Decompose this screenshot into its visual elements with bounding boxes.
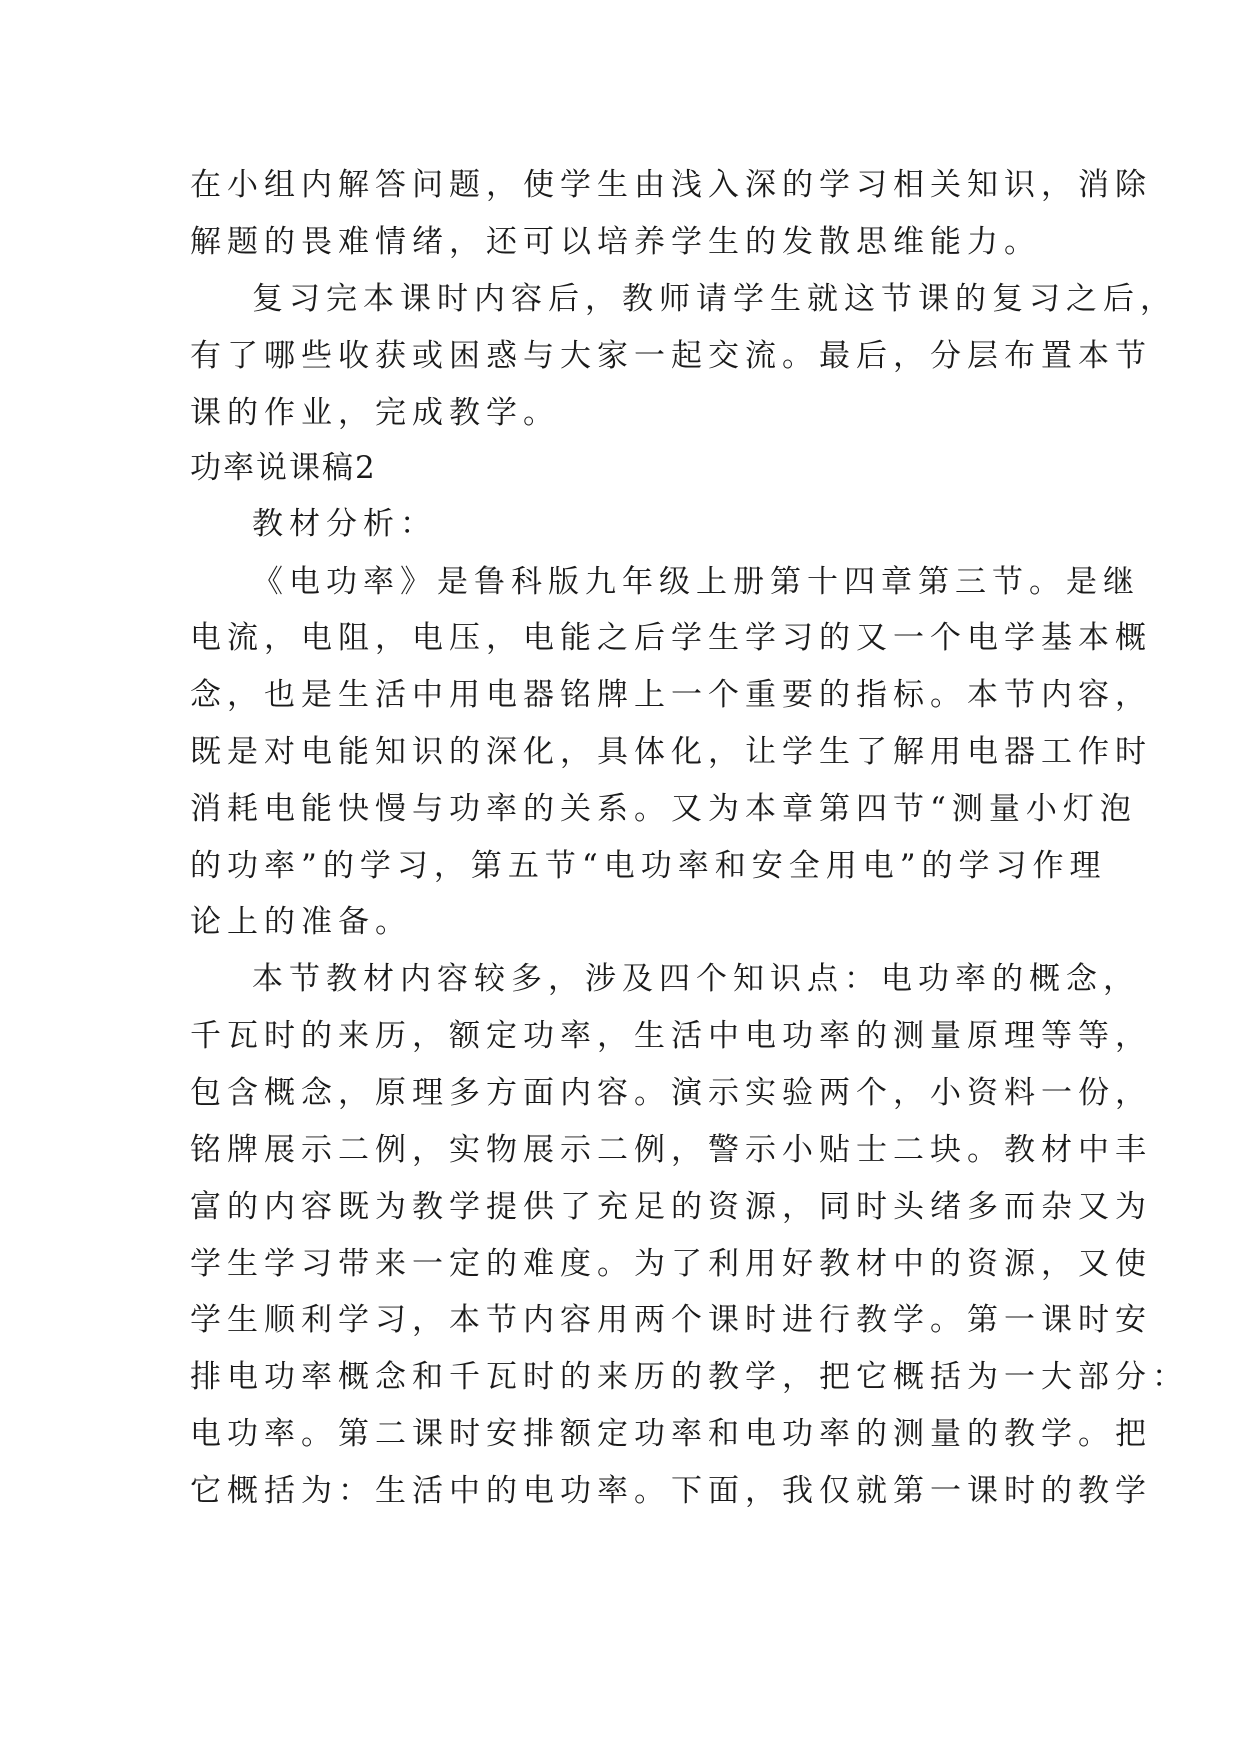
text-line: 电功率。第二课时安排额定功率和电功率的测量的教学。把	[190, 1416, 1152, 1452]
text-line: 它概括为：生活中的电功率。下面，我仅就第一课时的教学	[190, 1473, 1152, 1509]
text-line: 电流，电阻，电压，电能之后学生学习的又一个电学基本概	[190, 620, 1152, 656]
text-line: 排电功率概念和千瓦时的来历的教学，把它概括为一大部分：	[190, 1359, 1189, 1395]
text-line: 复习完本课时内容后，教师请学生就这节课的复习之后，	[252, 281, 1177, 317]
text-line: 有了哪些收获或困惑与大家一起交流。最后，分层布置本节	[190, 338, 1152, 374]
text-line: 学生学习带来一定的难度。为了利用好教材中的资源，又使	[190, 1246, 1152, 1282]
text-line: 本节教材内容较多，涉及四个知识点：电功率的概念，	[252, 961, 1140, 997]
text-line: 富的内容既为教学提供了充足的资源，同时头绪多而杂又为	[190, 1189, 1152, 1225]
text-line: 千瓦时的来历，额定功率，生活中电功率的测量原理等等，	[190, 1018, 1152, 1054]
subsection-label: 教材分析：	[252, 506, 437, 542]
text-line: 学生顺利学习，本节内容用两个课时进行教学。第一课时安	[190, 1302, 1152, 1338]
section-heading: 功率说课稿2	[190, 450, 377, 486]
text-line: 论上的准备。	[190, 904, 412, 940]
text-line: 的功率”的学习，第五节“电功率和安全用电”的学习作理	[190, 848, 1107, 884]
text-line: 解题的畏难情绪，还可以培养学生的发散思维能力。	[190, 224, 1041, 260]
text-line: 消耗电能快慢与功率的关系。又为本章第四节“测量小灯泡	[190, 791, 1137, 827]
text-line: 既是对电能知识的深化，具体化，让学生了解用电器工作时	[190, 734, 1152, 770]
text-line: 《电功率》是鲁科版九年级上册第十四章第三节。是继	[252, 564, 1140, 600]
text-line: 念，也是生活中用电器铭牌上一个重要的指标。本节内容，	[190, 677, 1152, 713]
text-line: 在小组内解答问题，使学生由浅入深的学习相关知识，消除	[190, 167, 1152, 203]
text-line: 课的作业，完成教学。	[190, 395, 560, 431]
text-line: 包含概念，原理多方面内容。演示实验两个，小资料一份，	[190, 1075, 1152, 1111]
text-line: 铭牌展示二例，实物展示二例，警示小贴士二块。教材中丰	[190, 1132, 1152, 1168]
